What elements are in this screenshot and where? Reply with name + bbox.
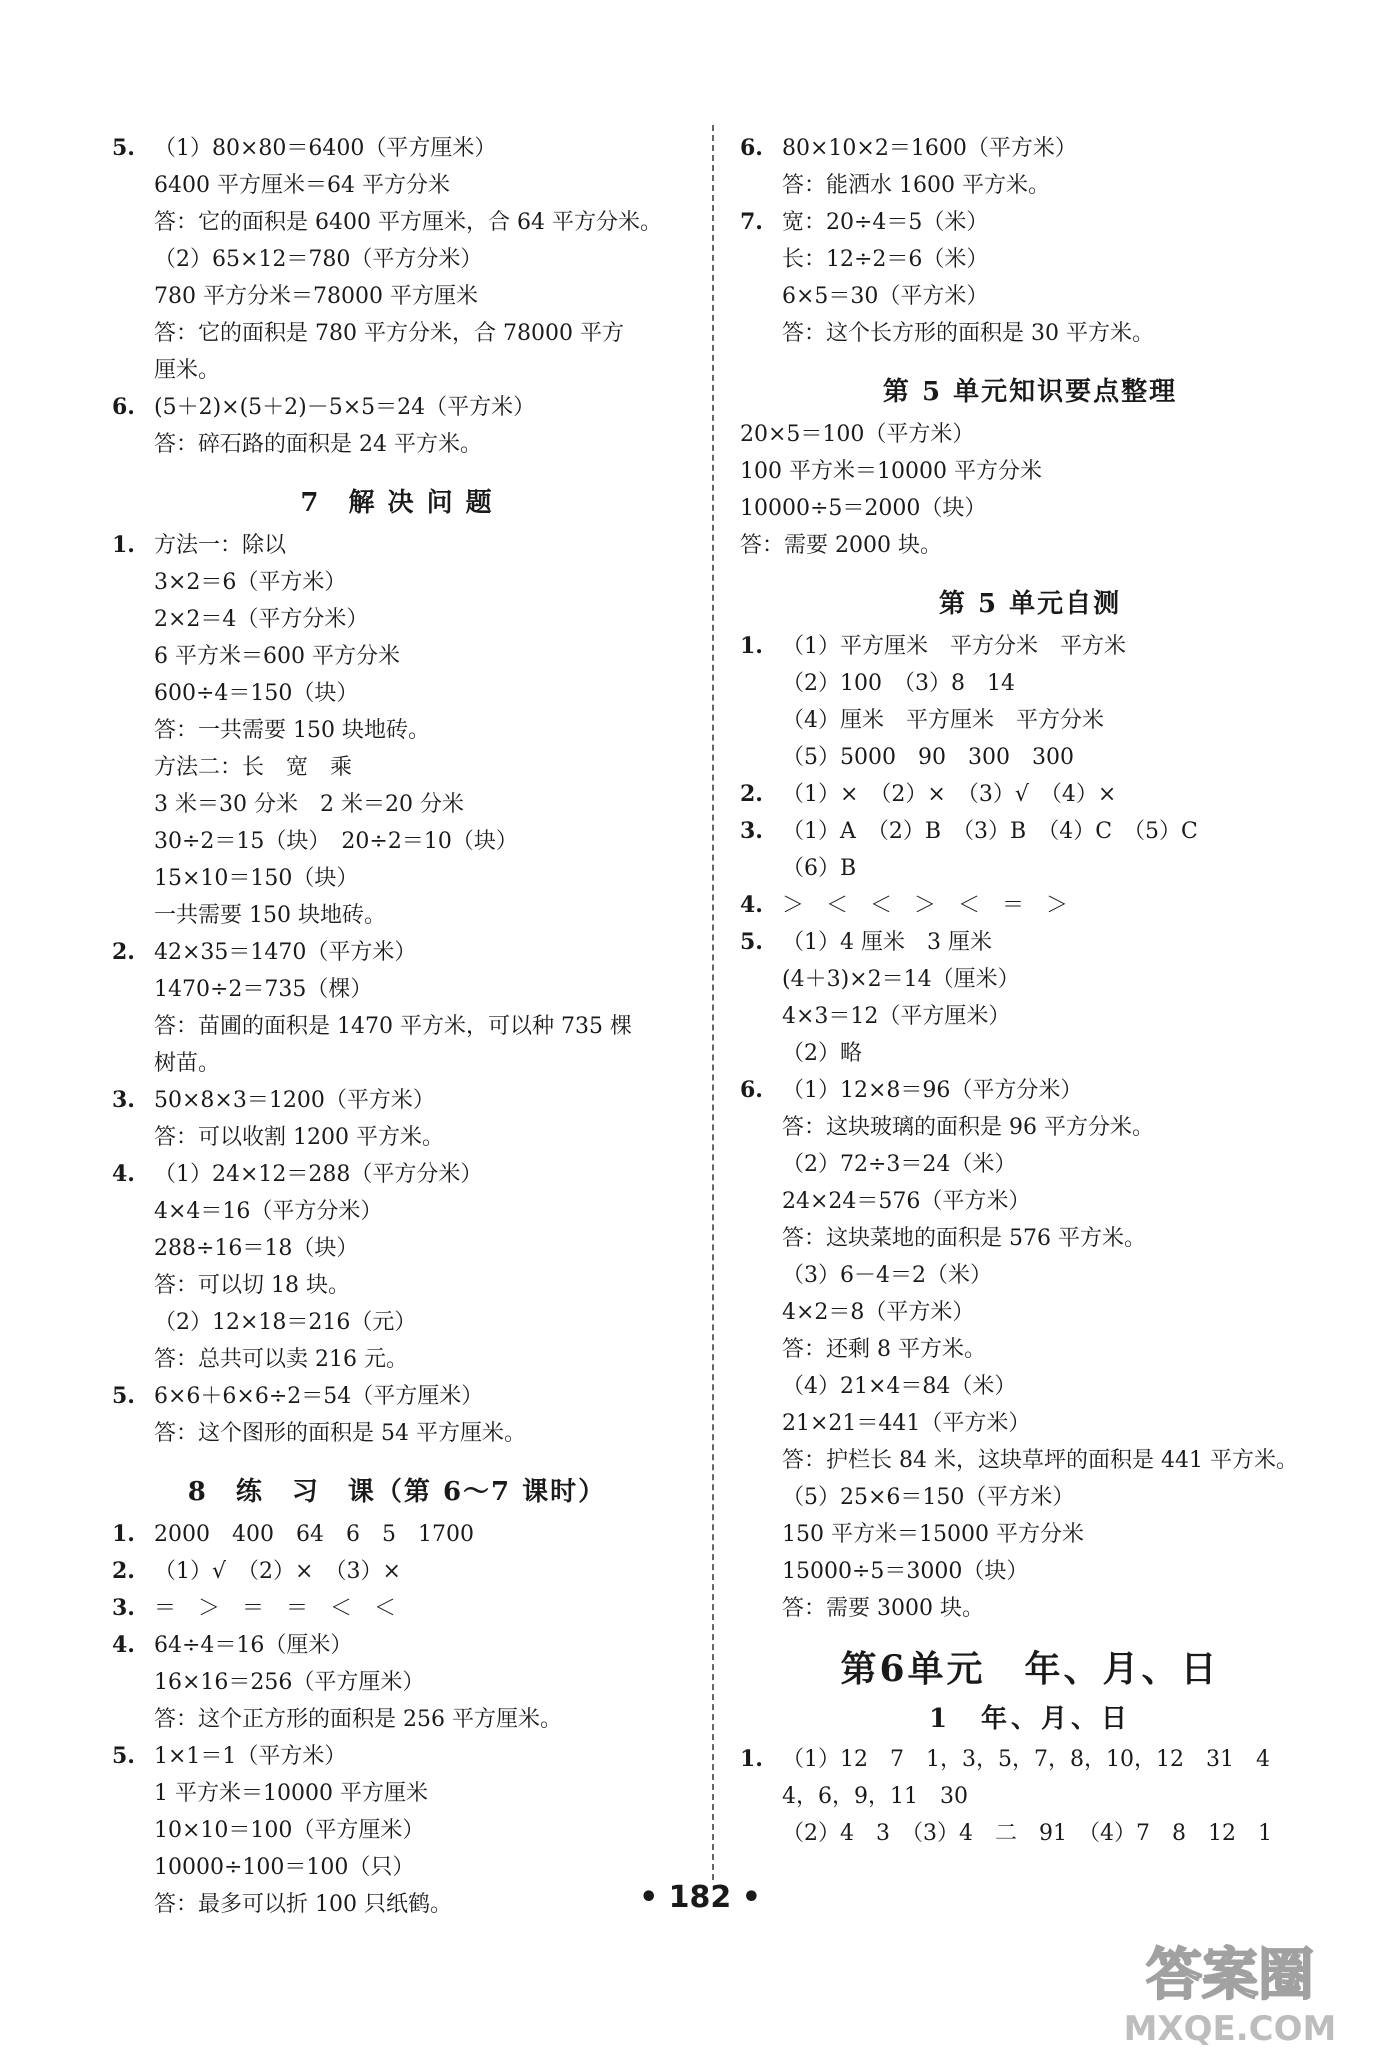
answer-line <box>740 1183 1320 1220</box>
question-line <box>740 924 1320 961</box>
column-divider <box>712 125 714 1880</box>
answer-line <box>112 241 682 278</box>
line-text: （1）24×12＝288（平方分米） <box>154 1162 483 1187</box>
answer-line <box>740 1109 1320 1146</box>
line-text: 2000 400 64 6 5 1700 <box>154 1522 474 1547</box>
line-text: ＝ ＞ ＝ ＝ ＜ ＜ <box>154 1596 397 1621</box>
line-text: 288÷16＝18（块） <box>154 1236 359 1261</box>
section-heading: 第 5 单元知识要点整理 <box>882 377 1178 407</box>
question-line <box>112 389 682 426</box>
line-text: 答：这块玻璃的面积是 96 平方分米。 <box>782 1115 1154 1140</box>
line-text: 6400 平方厘米＝64 平方分米 <box>154 173 450 198</box>
answer-line <box>112 971 682 1008</box>
answer-line <box>740 702 1320 739</box>
answer-line <box>740 241 1320 278</box>
line-text: 4×4＝16（平方分米） <box>154 1199 383 1224</box>
question-number: 2. <box>112 939 135 965</box>
line-text: 答：最多可以折 100 只纸鹤。 <box>154 1892 452 1917</box>
line-text: （1）平方厘米 平方分米 平方米 <box>782 634 1126 659</box>
answer-line <box>740 1590 1320 1627</box>
line-text: （1）× （2）× （3）√ （4）× <box>782 782 1117 807</box>
line-text: 答：需要 3000 块。 <box>782 1596 984 1621</box>
answer-line <box>112 1267 682 1304</box>
line-text: 答：苗圃的面积是 1470 平方米，可以种 735 棵 <box>154 1014 632 1039</box>
watermark-logo <box>1080 1932 1380 2052</box>
line-text: 厘米。 <box>154 358 221 383</box>
line-text: 方法二：长 宽 乘 <box>154 755 353 780</box>
line-text: 答：一共需要 150 块地砖。 <box>154 718 430 743</box>
line-text: （1）4 厘米 3 厘米 <box>782 930 992 955</box>
line-text: 15×10＝150（块） <box>154 866 359 891</box>
question-number: 3. <box>112 1595 135 1621</box>
line-text: 4×2＝8（平方米） <box>782 1300 975 1325</box>
line-text: (5＋2)×(5＋2)－5×5＝24（平方米） <box>154 395 536 420</box>
question-number: 4. <box>112 1632 135 1658</box>
line-text: 10000÷100＝100（只） <box>154 1855 415 1880</box>
answer-line <box>112 712 682 749</box>
question-line <box>740 813 1320 850</box>
answer-line <box>112 1119 682 1156</box>
line-text: （2）65×12＝780（平方分米） <box>154 247 483 272</box>
answer-line <box>112 601 682 638</box>
answer-line <box>112 1045 682 1082</box>
answer-line <box>112 167 682 204</box>
answer-line <box>112 1304 682 1341</box>
line-text: 答：碎石路的面积是 24 平方米。 <box>154 432 482 457</box>
answer-line <box>740 490 1320 527</box>
question-line <box>112 1627 682 1664</box>
line-text: 6×5＝30（平方米） <box>782 284 989 309</box>
answer-line <box>740 278 1320 315</box>
question-number: 5. <box>112 135 135 161</box>
line-text: 答：这个正方形的面积是 256 平方厘米。 <box>154 1707 562 1732</box>
question-number: 4. <box>112 1161 135 1187</box>
question-line <box>112 1738 682 1775</box>
line-text: 1×1＝1（平方米） <box>154 1744 347 1769</box>
answer-line <box>740 1442 1320 1479</box>
answer-line <box>740 1220 1320 1257</box>
answer-line <box>112 315 682 352</box>
line-text: 21×21＝441（平方米） <box>782 1411 1031 1436</box>
answer-line <box>740 315 1320 352</box>
line-text: （4）21×4＝84（米） <box>782 1374 1017 1399</box>
question-number: 2. <box>112 1558 135 1584</box>
answer-line <box>740 1331 1320 1368</box>
answer-line <box>112 1415 682 1452</box>
right-column <box>740 130 1320 1852</box>
answer-line <box>112 1193 682 1230</box>
line-text: 10×10＝100（平方厘米） <box>154 1818 425 1843</box>
line-text: 80×10×2＝1600（平方米） <box>782 136 1077 161</box>
question-number: 3. <box>740 818 763 844</box>
question-number: 1. <box>740 1746 763 1772</box>
line-text: （2）72÷3＝24（米） <box>782 1152 1017 1177</box>
answer-line <box>112 1230 682 1267</box>
question-number: 1. <box>740 633 763 659</box>
section-heading: 第 5 单元自测 <box>938 589 1122 619</box>
question-line <box>112 1082 682 1119</box>
answer-line <box>112 1341 682 1378</box>
line-text: （2）12×18＝216（元） <box>154 1310 417 1335</box>
answer-line <box>112 897 682 934</box>
line-text: 100 平方米＝10000 平方分米 <box>740 459 1042 484</box>
question-line <box>112 1553 682 1590</box>
answer-line <box>112 823 682 860</box>
line-text: 3×2＝6（平方米） <box>154 570 347 595</box>
answer-line <box>740 416 1320 453</box>
watermark-bottom: MXQE.COM <box>1123 2009 1337 2049</box>
line-text: 24×24＝576（平方米） <box>782 1189 1031 1214</box>
answer-line <box>112 426 682 463</box>
line-text: 1470÷2＝735（棵） <box>154 977 373 1002</box>
line-text: 答：还剩 8 平方米。 <box>782 1337 986 1362</box>
line-text: 答：能洒水 1600 平方米。 <box>782 173 1050 198</box>
question-line <box>112 1378 682 1415</box>
line-text: 10000÷5＝2000（块） <box>740 496 987 521</box>
line-text: （1）80×80＝6400（平方厘米） <box>154 136 497 161</box>
line-text: 一共需要 150 块地砖。 <box>154 903 386 928</box>
answer-line <box>112 1812 682 1849</box>
answer-line <box>740 1257 1320 1294</box>
answer-line <box>740 453 1320 490</box>
line-text: 1 平方米＝10000 平方厘米 <box>154 1781 428 1806</box>
line-text: 64÷4＝16（厘米） <box>154 1633 353 1658</box>
answer-line <box>112 564 682 601</box>
line-text: 方法一：除以 <box>154 533 287 558</box>
line-text: 50×8×3＝1200（平方米） <box>154 1088 435 1113</box>
page-number: • 182 • <box>639 1880 761 1915</box>
line-text: （5）5000 90 300 300 <box>782 745 1074 770</box>
answer-line <box>112 204 682 241</box>
question-line <box>740 204 1320 241</box>
question-number: 6. <box>740 135 763 161</box>
question-number: 1. <box>112 1521 135 1547</box>
answer-line <box>740 1035 1320 1072</box>
line-text: 600÷4＝150（块） <box>154 681 359 706</box>
question-line <box>112 934 682 971</box>
line-text: 答：可以收割 1200 平方米。 <box>154 1125 444 1150</box>
question-line <box>740 887 1320 924</box>
line-text: （6）B <box>782 856 857 881</box>
line-text: （2）略 <box>782 1041 862 1066</box>
answer-line <box>112 1775 682 1812</box>
line-text: 树苗。 <box>154 1051 221 1076</box>
line-text: 6 平方米＝600 平方分米 <box>154 644 400 669</box>
line-text: 宽：20÷4＝5（米） <box>782 210 989 235</box>
line-text: 答：总共可以卖 216 元。 <box>154 1347 408 1372</box>
answer-line <box>740 1294 1320 1331</box>
line-text: 4×3＝12（平方厘米） <box>782 1004 1011 1029</box>
line-text: 4，6，9，11 30 <box>782 1784 968 1809</box>
question-line <box>112 527 682 564</box>
line-text: 3 米＝30 分米 2 米＝20 分米 <box>154 792 464 817</box>
question-line <box>740 1741 1320 1778</box>
question-line <box>112 130 682 167</box>
line-text: （1）12×8＝96（平方分米） <box>782 1078 1083 1103</box>
line-text: 答：这块菜地的面积是 576 平方米。 <box>782 1226 1146 1251</box>
section-heading: 8 练 习 课（第 6～7 课时） <box>187 1477 607 1507</box>
question-number: 1. <box>112 532 135 558</box>
question-line <box>112 1590 682 1627</box>
line-text: （3）6－4＝2（米） <box>782 1263 992 1288</box>
section-heading: 7 解 决 问 题 <box>300 488 494 518</box>
line-text: 答：这个长方形的面积是 30 平方米。 <box>782 321 1154 346</box>
answer-line <box>740 1368 1320 1405</box>
answer-line <box>740 1815 1320 1852</box>
line-text: 780 平方分米＝78000 平方厘米 <box>154 284 478 309</box>
watermark-top: 答案圈 <box>1146 1943 1314 2008</box>
line-text: 答：它的面积是 780 平方分米，合 78000 平方 <box>154 321 624 346</box>
question-line <box>740 628 1320 665</box>
line-text: 20×5＝100（平方米） <box>740 422 975 447</box>
line-text: （4）厘米 平方厘米 平方分米 <box>782 708 1104 733</box>
unit-heading: 第6单元 年、月、日 <box>840 1648 1220 1690</box>
answer-line <box>740 665 1320 702</box>
line-text: （5）25×6＝150（平方米） <box>782 1485 1075 1510</box>
question-number: 5. <box>112 1383 135 1409</box>
question-number: 6. <box>740 1077 763 1103</box>
question-number: 6. <box>112 394 135 420</box>
answer-line <box>740 527 1320 564</box>
answer-line <box>740 1146 1320 1183</box>
line-text: 答：它的面积是 6400 平方厘米，合 64 平方分米。 <box>154 210 662 235</box>
answer-line <box>112 638 682 675</box>
line-text: 150 平方米＝15000 平方分米 <box>782 1522 1084 1547</box>
answer-line <box>740 739 1320 776</box>
sub-heading: 1 年、月、日 <box>928 1704 1132 1734</box>
question-line <box>112 1156 682 1193</box>
line-text: 42×35＝1470（平方米） <box>154 940 417 965</box>
line-text: 答：可以切 18 块。 <box>154 1273 350 1298</box>
answer-line <box>112 1701 682 1738</box>
answer-line <box>740 1479 1320 1516</box>
answer-line <box>740 850 1320 887</box>
line-text: 长：12÷2＝6（米） <box>782 247 989 272</box>
line-text: 16×16＝256（平方厘米） <box>154 1670 425 1695</box>
question-number: 5. <box>112 1743 135 1769</box>
line-text: （1）A （2）B （3）B （4）C （5）C <box>782 819 1198 844</box>
line-text: 答：这个图形的面积是 54 平方厘米。 <box>154 1421 526 1446</box>
answer-line <box>740 167 1320 204</box>
line-text: 6×6＋6×6÷2＝54（平方厘米） <box>154 1384 484 1409</box>
question-line <box>112 1516 682 1553</box>
question-line <box>740 1072 1320 1109</box>
question-number: 5. <box>740 929 763 955</box>
line-text: 答：需要 2000 块。 <box>740 533 942 558</box>
question-number: 7. <box>740 209 763 235</box>
line-text: （2）4 3 （3）4 二 91 （4）7 8 12 1 <box>782 1821 1272 1846</box>
answer-line <box>112 786 682 823</box>
question-number: 4. <box>740 892 763 918</box>
answer-line <box>740 1553 1320 1590</box>
answer-line <box>112 675 682 712</box>
answer-line <box>112 278 682 315</box>
line-text: (4＋3)×2＝14（厘米） <box>782 967 1020 992</box>
answer-line <box>740 1778 1320 1815</box>
answer-line <box>112 1664 682 1701</box>
answer-line <box>740 998 1320 1035</box>
line-text: 15000÷5＝3000（块） <box>782 1559 1029 1584</box>
answer-line <box>112 352 682 389</box>
answer-line <box>112 749 682 786</box>
answer-line <box>740 1516 1320 1553</box>
question-line <box>740 776 1320 813</box>
line-text: （1）12 7 1，3，5，7，8，10，12 31 4 <box>782 1747 1270 1772</box>
line-text: 答：护栏长 84 米，这块草坪的面积是 441 平方米。 <box>782 1448 1298 1473</box>
question-number: 3. <box>112 1087 135 1113</box>
question-line <box>740 130 1320 167</box>
left-column <box>112 130 682 1923</box>
answer-line <box>740 1405 1320 1442</box>
answer-line <box>112 860 682 897</box>
answer-line <box>112 1008 682 1045</box>
answer-line <box>740 961 1320 998</box>
line-text: 30÷2＝15（块） 20÷2＝10（块） <box>154 829 518 854</box>
line-text: ＞ ＜ ＜ ＞ ＜ ＝ ＞ <box>782 893 1069 918</box>
line-text: （2）100 （3）8 14 <box>782 671 1015 696</box>
question-number: 2. <box>740 781 763 807</box>
line-text: （1）√ （2）× （3）× <box>154 1559 401 1584</box>
line-text: 2×2＝4（平方分米） <box>154 607 369 632</box>
